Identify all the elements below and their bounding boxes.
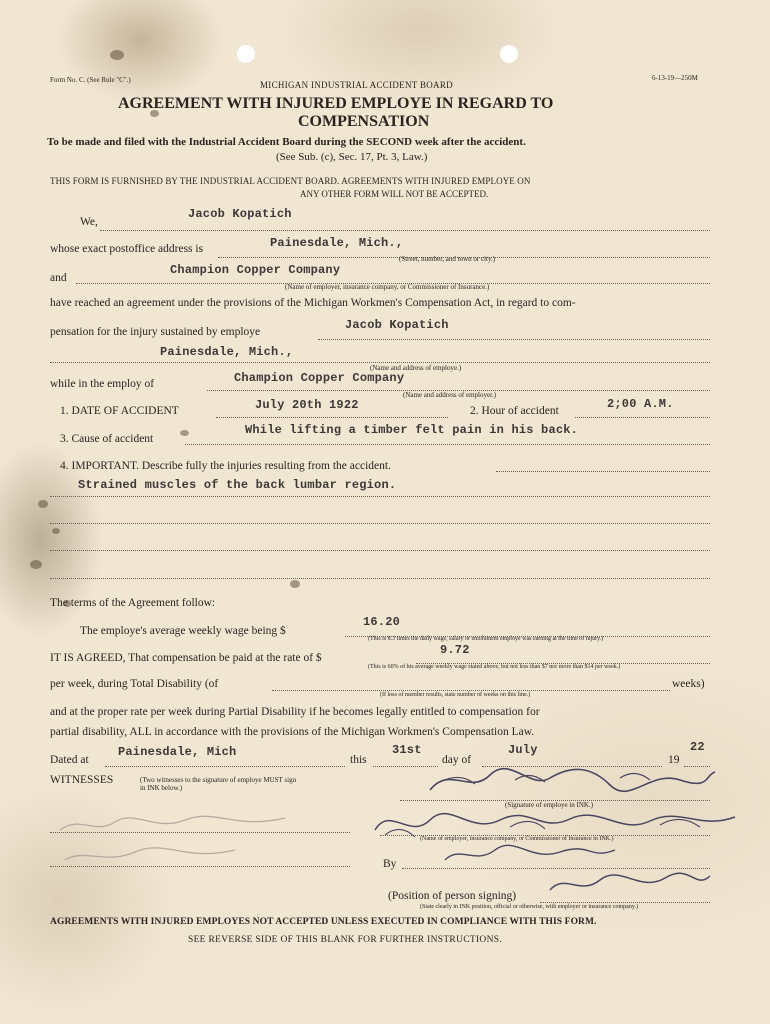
form-notice: THIS FORM IS FURNISHED BY THE INDUSTRIAL ACCIDENT BOARD. AGREEMENTS WITH INJURED EMPLOYE ON (50, 176, 531, 186)
agreement-text: have reached an agreement under the provisions of the Michigan Workmen's Compensation Act, in regard to com- (50, 297, 576, 309)
fill-line (50, 496, 710, 497)
statute-reference: (See Sub. (c), Sec. 17, Pt. 3, Law.) (276, 151, 428, 163)
fill-line (272, 690, 670, 691)
we-label: We, (80, 216, 98, 228)
total-disability-label: per week, during Total Disability (of (50, 678, 219, 690)
agreed-label: IT IS AGREED, That compensation be paid at the rate of $ (50, 652, 322, 664)
weeks-label: weeks) (672, 678, 705, 690)
witnesses-hint: (Two witnesses to the signature of employe MUST sign in INK below.) (140, 776, 297, 792)
injured-hint: (Name and address of employe.) (370, 364, 462, 372)
fill-line (496, 471, 710, 472)
employer-hint: (Name of employer, insurance company, or Commissioner of Insurance.) (285, 283, 490, 291)
terms-label: The terms of the Agreement follow: (50, 597, 216, 609)
address-label: whose exact postoffice address is (50, 243, 204, 255)
dated-place: Painesdale, Mich (118, 745, 237, 759)
address-hint: (Street, number, and town or city.) (399, 255, 496, 263)
stain-spot (30, 560, 42, 569)
stain-spot (110, 50, 124, 60)
by-label: By (383, 858, 397, 870)
fill-line (50, 362, 710, 363)
fill-line (105, 766, 345, 767)
stain-spot (180, 430, 189, 436)
injured-employe-address: Painesdale, Mich., (160, 345, 294, 359)
form-title-line2: COMPENSATION (298, 113, 430, 130)
weeks-hint: (If loss of member results, state number of weeks on this line.) (380, 692, 531, 698)
wage-label: The employe's average weekly wage being $ (80, 625, 286, 637)
dated-year: 22 (690, 740, 705, 754)
employ-of-name: Champion Copper Company (234, 371, 405, 385)
dated-day: 31st (392, 743, 422, 757)
fill-line (318, 339, 710, 340)
position-signature (545, 868, 715, 902)
injury-label: pensation for the injury sustained by employe (50, 326, 261, 338)
form-title: AGREEMENT WITH INJURED EMPLOYE IN REGARD TO (118, 95, 554, 112)
accident-hour: 2;00 A.M. (607, 397, 674, 411)
stain-spot (52, 528, 60, 534)
hour-label: 2. Hour of accident (470, 405, 559, 417)
employe-address: Painesdale, Mich., (270, 236, 404, 250)
fill-line (50, 578, 710, 579)
dated-month: July (508, 743, 538, 757)
fill-line (185, 444, 710, 445)
witness-signatures (55, 810, 305, 870)
employ-label: while in the employ of (50, 378, 155, 390)
year-prefix: 19 (668, 754, 680, 766)
employer-name: Champion Copper Company (170, 263, 341, 277)
employe-signature-hint: (Signature of employe in INK.) (505, 801, 594, 809)
employer-signature-hint: (Name of employer, insurance company, or Commissioner of Insurance in INK.) (420, 836, 614, 842)
employ-hint: (Name and address of employer.) (403, 391, 497, 399)
witnesses-label: WITNESSES (50, 774, 114, 786)
fill-line (575, 417, 710, 418)
dated-label: Dated at (50, 754, 89, 766)
injury-description: Strained muscles of the back lumbar region. (78, 478, 397, 492)
stain-spot (38, 500, 48, 508)
employe-name: Jacob Kopatich (188, 207, 292, 221)
day-of-label: day of (442, 754, 472, 766)
partial-disability-text-2: partial disability, ALL in accordance with the provisions of the Michigan Workmen's Compensation Law. (50, 726, 535, 738)
footer-notice: AGREEMENTS WITH INJURED EMPLOYES NOT ACCEPTED UNLESS EXECUTED IN COMPLIANCE WITH THIS FORM. (50, 917, 597, 927)
this-label: this (350, 754, 367, 766)
cause-label: 3. Cause of accident (60, 433, 154, 445)
stain-spot (290, 580, 300, 588)
fill-line (540, 902, 710, 903)
accident-date: July 20th 1922 (255, 398, 359, 412)
date-label: 1. DATE OF ACCIDENT (60, 405, 179, 417)
fill-line (50, 832, 350, 833)
punch-hole (500, 45, 518, 63)
form-number: Form No. C. (See Rule "C".) (50, 76, 131, 84)
print-code: 6-13-19—250M (652, 74, 698, 82)
important-label: 4. IMPORTANT. Describe fully the injuries resulting from the accident. (60, 460, 391, 472)
punch-hole (237, 45, 255, 63)
and-label: and (50, 272, 67, 284)
position-label: (Position of person signing) (388, 890, 517, 902)
fill-line (50, 550, 710, 551)
accident-cause: While lifting a timber felt pain in his back. (245, 423, 579, 437)
filing-note: To be made and filed with the Industrial Accident Board during the SECOND week after the accident. (47, 136, 526, 148)
footer-instructions: SEE REVERSE SIDE OF THIS BLANK FOR FURTHER INSTRUCTIONS. (188, 935, 503, 945)
fill-line (50, 866, 350, 867)
injured-employe-name: Jacob Kopatich (345, 318, 449, 332)
fill-line (100, 230, 710, 231)
wage-hint: (This is 8.3 times the daily wage, salary or emolument employe was earning at the time of injury.) (368, 636, 604, 642)
signer-signature (440, 840, 620, 870)
compensation-rate: 9.72 (440, 643, 470, 657)
form-notice-line2: ANY OTHER FORM WILL NOT BE ACCEPTED. (300, 189, 489, 199)
board-name: MICHIGAN INDUSTRIAL ACCIDENT BOARD (260, 80, 453, 90)
weekly-wage: 16.20 (363, 615, 401, 629)
rate-hint: (This is 60% of his average weekly wage stated above, but not less than $7 nor more than $14 per week.) (368, 664, 621, 670)
fill-line (50, 523, 710, 524)
position-hint: (State clearly in INK position, official or otherwise, with employer or insurance company.) (420, 904, 638, 910)
partial-disability-text: and at the proper rate per week during Partial Disability if he becomes legally entitled to compensation for (50, 706, 540, 718)
employe-signature (420, 760, 720, 800)
fill-line (216, 417, 448, 418)
